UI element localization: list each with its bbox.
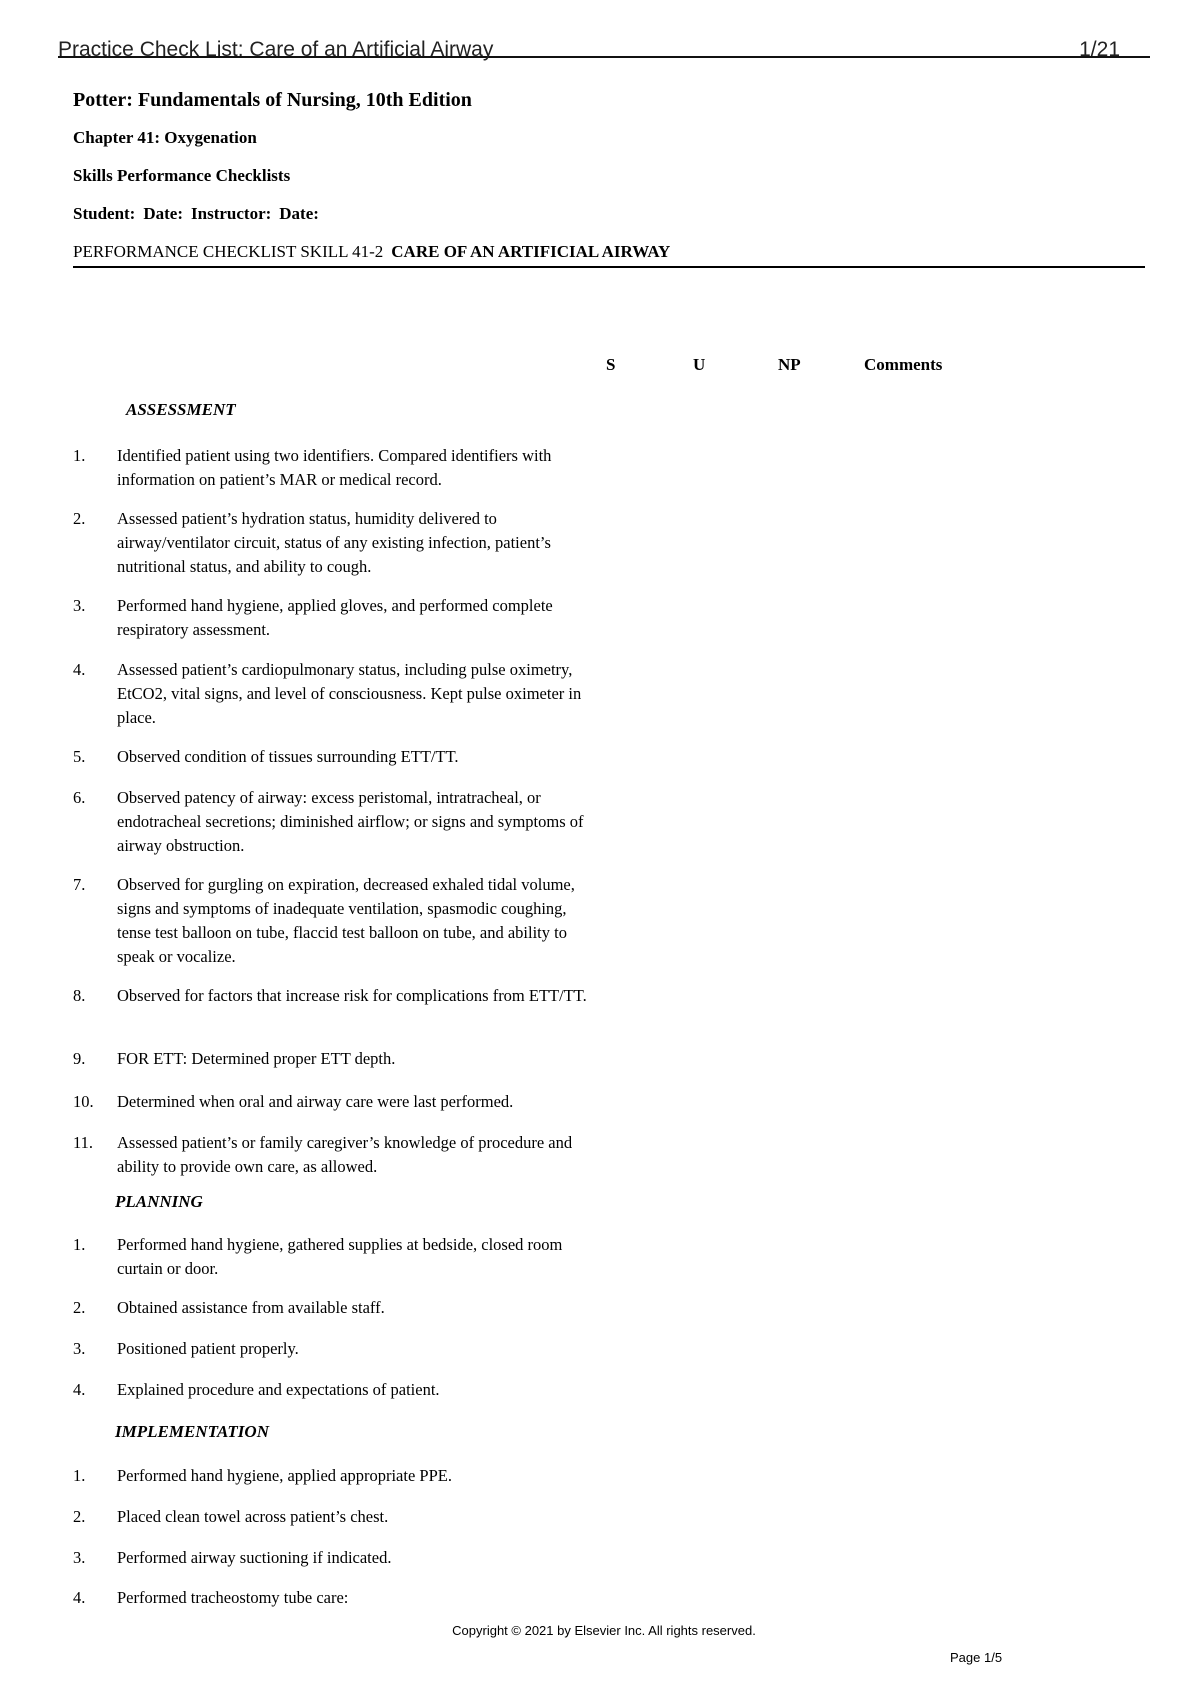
item-number: 4. [73, 660, 86, 679]
column-header-u: U [693, 355, 706, 374]
instructor-label: Instructor: [191, 204, 272, 223]
item-text: Assessed patient’s or family caregiver’s knowledge of procedure and ability to provide own care, as allowed. [117, 1133, 573, 1176]
item-number: 4. [73, 1588, 86, 1607]
item-text: Obtained assistance from available staff. [117, 1298, 385, 1317]
skill-name: CARE OF AN ARTIFICIAL AIRWAY [391, 242, 671, 261]
item-number: 6. [73, 788, 86, 807]
header-title: Practice Check List: Care of an Artificial Airway [58, 38, 494, 61]
chapter-heading: Chapter 41: Oxygenation [73, 128, 257, 147]
item-number: 1. [73, 1466, 86, 1485]
item-text: Positioned patient properly. [117, 1339, 299, 1358]
item-text: Placed clean towel across patient’s chest. [117, 1507, 389, 1526]
item-number: 3. [73, 1339, 86, 1358]
item-text: FOR ETT: Determined proper ETT depth. [117, 1049, 396, 1068]
header-divider [73, 266, 1145, 268]
column-header-s: S [606, 355, 616, 374]
item-text: Assessed patient’s hydration status, humidity delivered to airway/ventilator circuit, status of any existing infection, patient’s nutritional status, and ability to cough. [117, 509, 551, 576]
item-number: 2. [73, 509, 86, 528]
item-text: Observed for factors that increase risk for complications from ETT/TT. [117, 986, 587, 1005]
item-text: Explained procedure and expectations of patient. [117, 1380, 440, 1399]
item-text: Performed airway suctioning if indicated. [117, 1548, 392, 1567]
item-number: 7. [73, 875, 86, 894]
item-text: Identified patient using two identifiers. Compared identifiers with information on patient’s MAR or medical record. [117, 446, 552, 489]
item-text: Observed patency of airway: excess peristomal, intratracheal, or endotracheal secretions; diminished airflow; or signs and symptoms of airway obstruction. [117, 788, 584, 855]
item-number: 1. [73, 446, 86, 465]
item-number: 3. [73, 596, 86, 615]
item-number: 11. [73, 1133, 94, 1152]
date-label-2: Date: [279, 204, 319, 223]
item-number: 5. [73, 747, 86, 766]
item-number: 3. [73, 1548, 86, 1567]
item-text: Determined when oral and airway care were last performed. [117, 1092, 514, 1111]
item-text: Performed hand hygiene, gathered supplies at bedside, closed room curtain or door. [117, 1235, 563, 1278]
item-number: 1. [73, 1235, 86, 1254]
student-label: Student: [73, 204, 136, 223]
performance-prefix: PERFORMANCE CHECKLIST SKILL 41-2 [73, 242, 384, 261]
item-text: Observed condition of tissues surrounding ETT/TT. [117, 747, 459, 766]
page-header [58, 38, 1150, 66]
date-label: Date: [143, 204, 184, 223]
item-text: Observed for gurgling on expiration, decreased exhaled tidal volume, signs and symptoms of inadequate ventilation, spasmodic coughing, tense test balloon on tube, flaccid test balloon on tube, and ability to speak or vocalize. [117, 875, 575, 966]
document-title: Potter: Fundamentals of Nursing, 10th Edition [73, 89, 472, 111]
item-number: 8. [73, 986, 86, 1005]
section-heading-assessment: ASSESSMENT [126, 400, 236, 419]
item-text: Assessed patient’s cardiopulmonary status, including pulse oximetry, EtCO2, vital signs, and level of consciousness. Kept pulse oximeter in place. [117, 660, 582, 727]
section-heading-implementation: IMPLEMENTATION [115, 1422, 269, 1441]
item-number: 9. [73, 1049, 86, 1068]
document-subtitle: Skills Performance Checklists [73, 166, 291, 185]
performance-checklist-line [73, 242, 670, 262]
item-text: Performed hand hygiene, applied gloves, and performed complete respiratory assessment. [117, 596, 553, 639]
copyright-notice: Copyright © 2021 by Elsevier Inc. All rights reserved. [452, 1623, 756, 1638]
item-number: 2. [73, 1507, 86, 1526]
item-number: 4. [73, 1380, 86, 1399]
header-page-count: 1/21 [1079, 38, 1120, 61]
item-number: 2. [73, 1298, 86, 1317]
section-heading-planning: PLANNING [115, 1192, 203, 1211]
student-info-line [73, 204, 327, 224]
page-number: Page 1/5 [950, 1650, 1003, 1665]
item-number: 10. [73, 1092, 94, 1111]
item-text: Performed tracheostomy tube care: [117, 1588, 349, 1607]
item-text: Performed hand hygiene, applied appropriate PPE. [117, 1466, 452, 1485]
column-header-np: NP [778, 355, 801, 374]
column-header-comments: Comments [864, 355, 943, 374]
